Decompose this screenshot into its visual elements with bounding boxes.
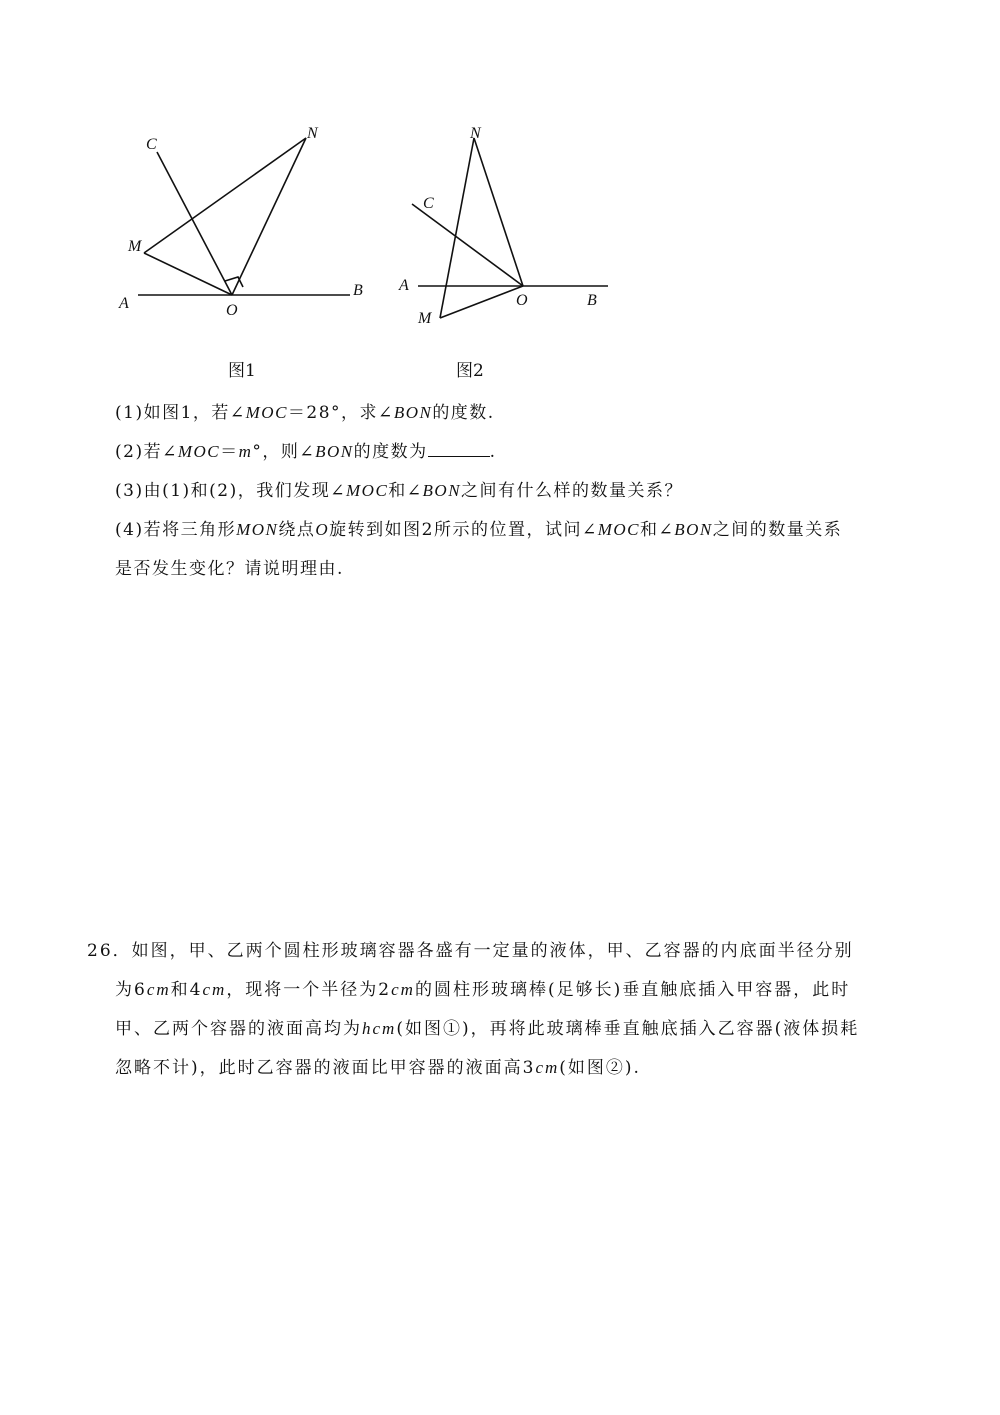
q26-line-4: 忽略不计)，此时乙容器的液面比甲容器的液面高3cm(如图②). [115, 1058, 641, 1078]
q25-part-4: (4)若将三角形MON绕点O旋转到如图2所示的位置，试问∠MOC和∠BON之间的数量关系 [115, 520, 843, 540]
label-m: M [128, 238, 142, 255]
q25-part-3: (3)由(1)和(2)，我们发现∠MOC和∠BON之间有什么样的数量关系？ [115, 481, 684, 501]
label-o: O [516, 292, 528, 309]
q26-line-2: 为6cm和4cm，现将一个半径为2cm的圆柱形玻璃棒(足够长)垂直触底插入甲容器，此时 [115, 980, 851, 1000]
segment-om [144, 253, 232, 295]
q25-part-4-cont: 是否发生变化？请说明理由. [115, 559, 344, 579]
figure-2 [390, 118, 630, 328]
label-m: M [418, 310, 432, 327]
segment-om [440, 286, 523, 318]
ray-oc [412, 204, 523, 286]
label-b: B [353, 282, 363, 299]
segment-mn [144, 138, 306, 253]
figure-1 [110, 120, 380, 330]
label-c: C [146, 136, 157, 153]
answer-blank [428, 439, 490, 457]
figure-2-caption: 图2 [456, 361, 484, 381]
q25-part-1: (1)如图1，若∠MOC＝28°，求∠BON的度数. [115, 403, 495, 423]
label-a: A [119, 295, 129, 312]
label-b: B [587, 292, 597, 309]
ray-oc [157, 152, 232, 295]
figure-1-svg [110, 120, 380, 330]
label-o: O [226, 302, 238, 319]
label-n: N [307, 125, 318, 142]
q26-line-3: 甲、乙两个容器的液面高均为hcm(如图①)，再将此玻璃棒垂直触底插入乙容器(液体损耗 [115, 1019, 860, 1039]
segment-on [232, 138, 306, 295]
q26-line-1: 26．如图，甲、乙两个圆柱形玻璃容器各盛有一定量的液体，甲、乙容器的内底面半径分别 [87, 941, 854, 961]
label-a: A [399, 277, 409, 294]
label-n: N [470, 125, 481, 142]
figure-2-svg [390, 118, 630, 328]
label-c: C [423, 195, 434, 212]
segment-on [474, 138, 523, 286]
q25-part-2: (2)若∠MOC＝m°，则∠BON的度数为 . [115, 439, 497, 465]
figure-1-caption: 图1 [228, 361, 256, 381]
